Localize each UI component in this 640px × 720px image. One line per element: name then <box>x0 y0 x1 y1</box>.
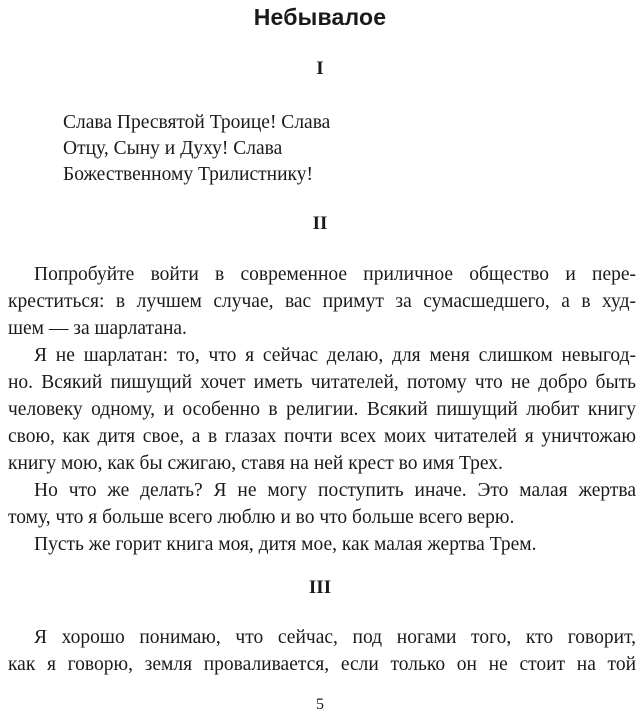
text-line: человеку одному, и особенно в религии. Всякий пишущий любит книгу <box>8 399 636 420</box>
verse-line: Божественному Трилистнику! <box>63 164 313 185</box>
section-numeral-3: III <box>308 577 332 598</box>
section-2-text <box>8 261 636 558</box>
text-line: Пусть же горит книга моя, дитя мое, как малая жертва Трем. <box>34 534 537 555</box>
chapter-title: Небывалое <box>253 4 387 30</box>
section-numeral-2: II <box>312 213 328 234</box>
text-line: но. Всякий пишущий хочет иметь читателей, потому что не добро быть <box>8 372 636 393</box>
text-line: свою, как дитя свое, а в глазах почти всех моих читателей я уничтожаю <box>8 426 636 447</box>
text-line: шем — за шарлатана. <box>8 318 187 339</box>
text-line: креститься: в лучшем случае, вас примут за сумасшедшего, а в худ- <box>8 291 636 312</box>
verse-block <box>63 110 330 188</box>
page-number: 5 <box>316 696 324 713</box>
text-line: тому, что я больше всего люблю и во что больше всего верю. <box>8 507 515 528</box>
text-line: Я не шарлатан: то, что я сейчас делаю, для меня слишком невыгод- <box>34 345 636 366</box>
text-line: Но что же делать? Я не могу поступить иначе. Это малая жертва <box>34 480 636 501</box>
section-3-text <box>8 624 636 678</box>
text-line: Я хорошо понимаю, что сейчас, под ногами того, кто говорит, <box>34 627 636 648</box>
verse-line: Слава Пресвятой Троице! Слава <box>63 112 331 133</box>
text-line: Попробуйте войти в современное приличное общество и пере- <box>34 264 636 285</box>
verse-line: Отцу, Сыну и Духу! Слава <box>63 138 283 159</box>
section-numeral-1: I <box>316 58 324 79</box>
text-line: книгу мою, как бы сжигаю, ставя на ней крест во имя Трех. <box>8 453 503 474</box>
text-line: как я говорю, земля проваливается, если только он не стоит на той <box>8 654 636 675</box>
